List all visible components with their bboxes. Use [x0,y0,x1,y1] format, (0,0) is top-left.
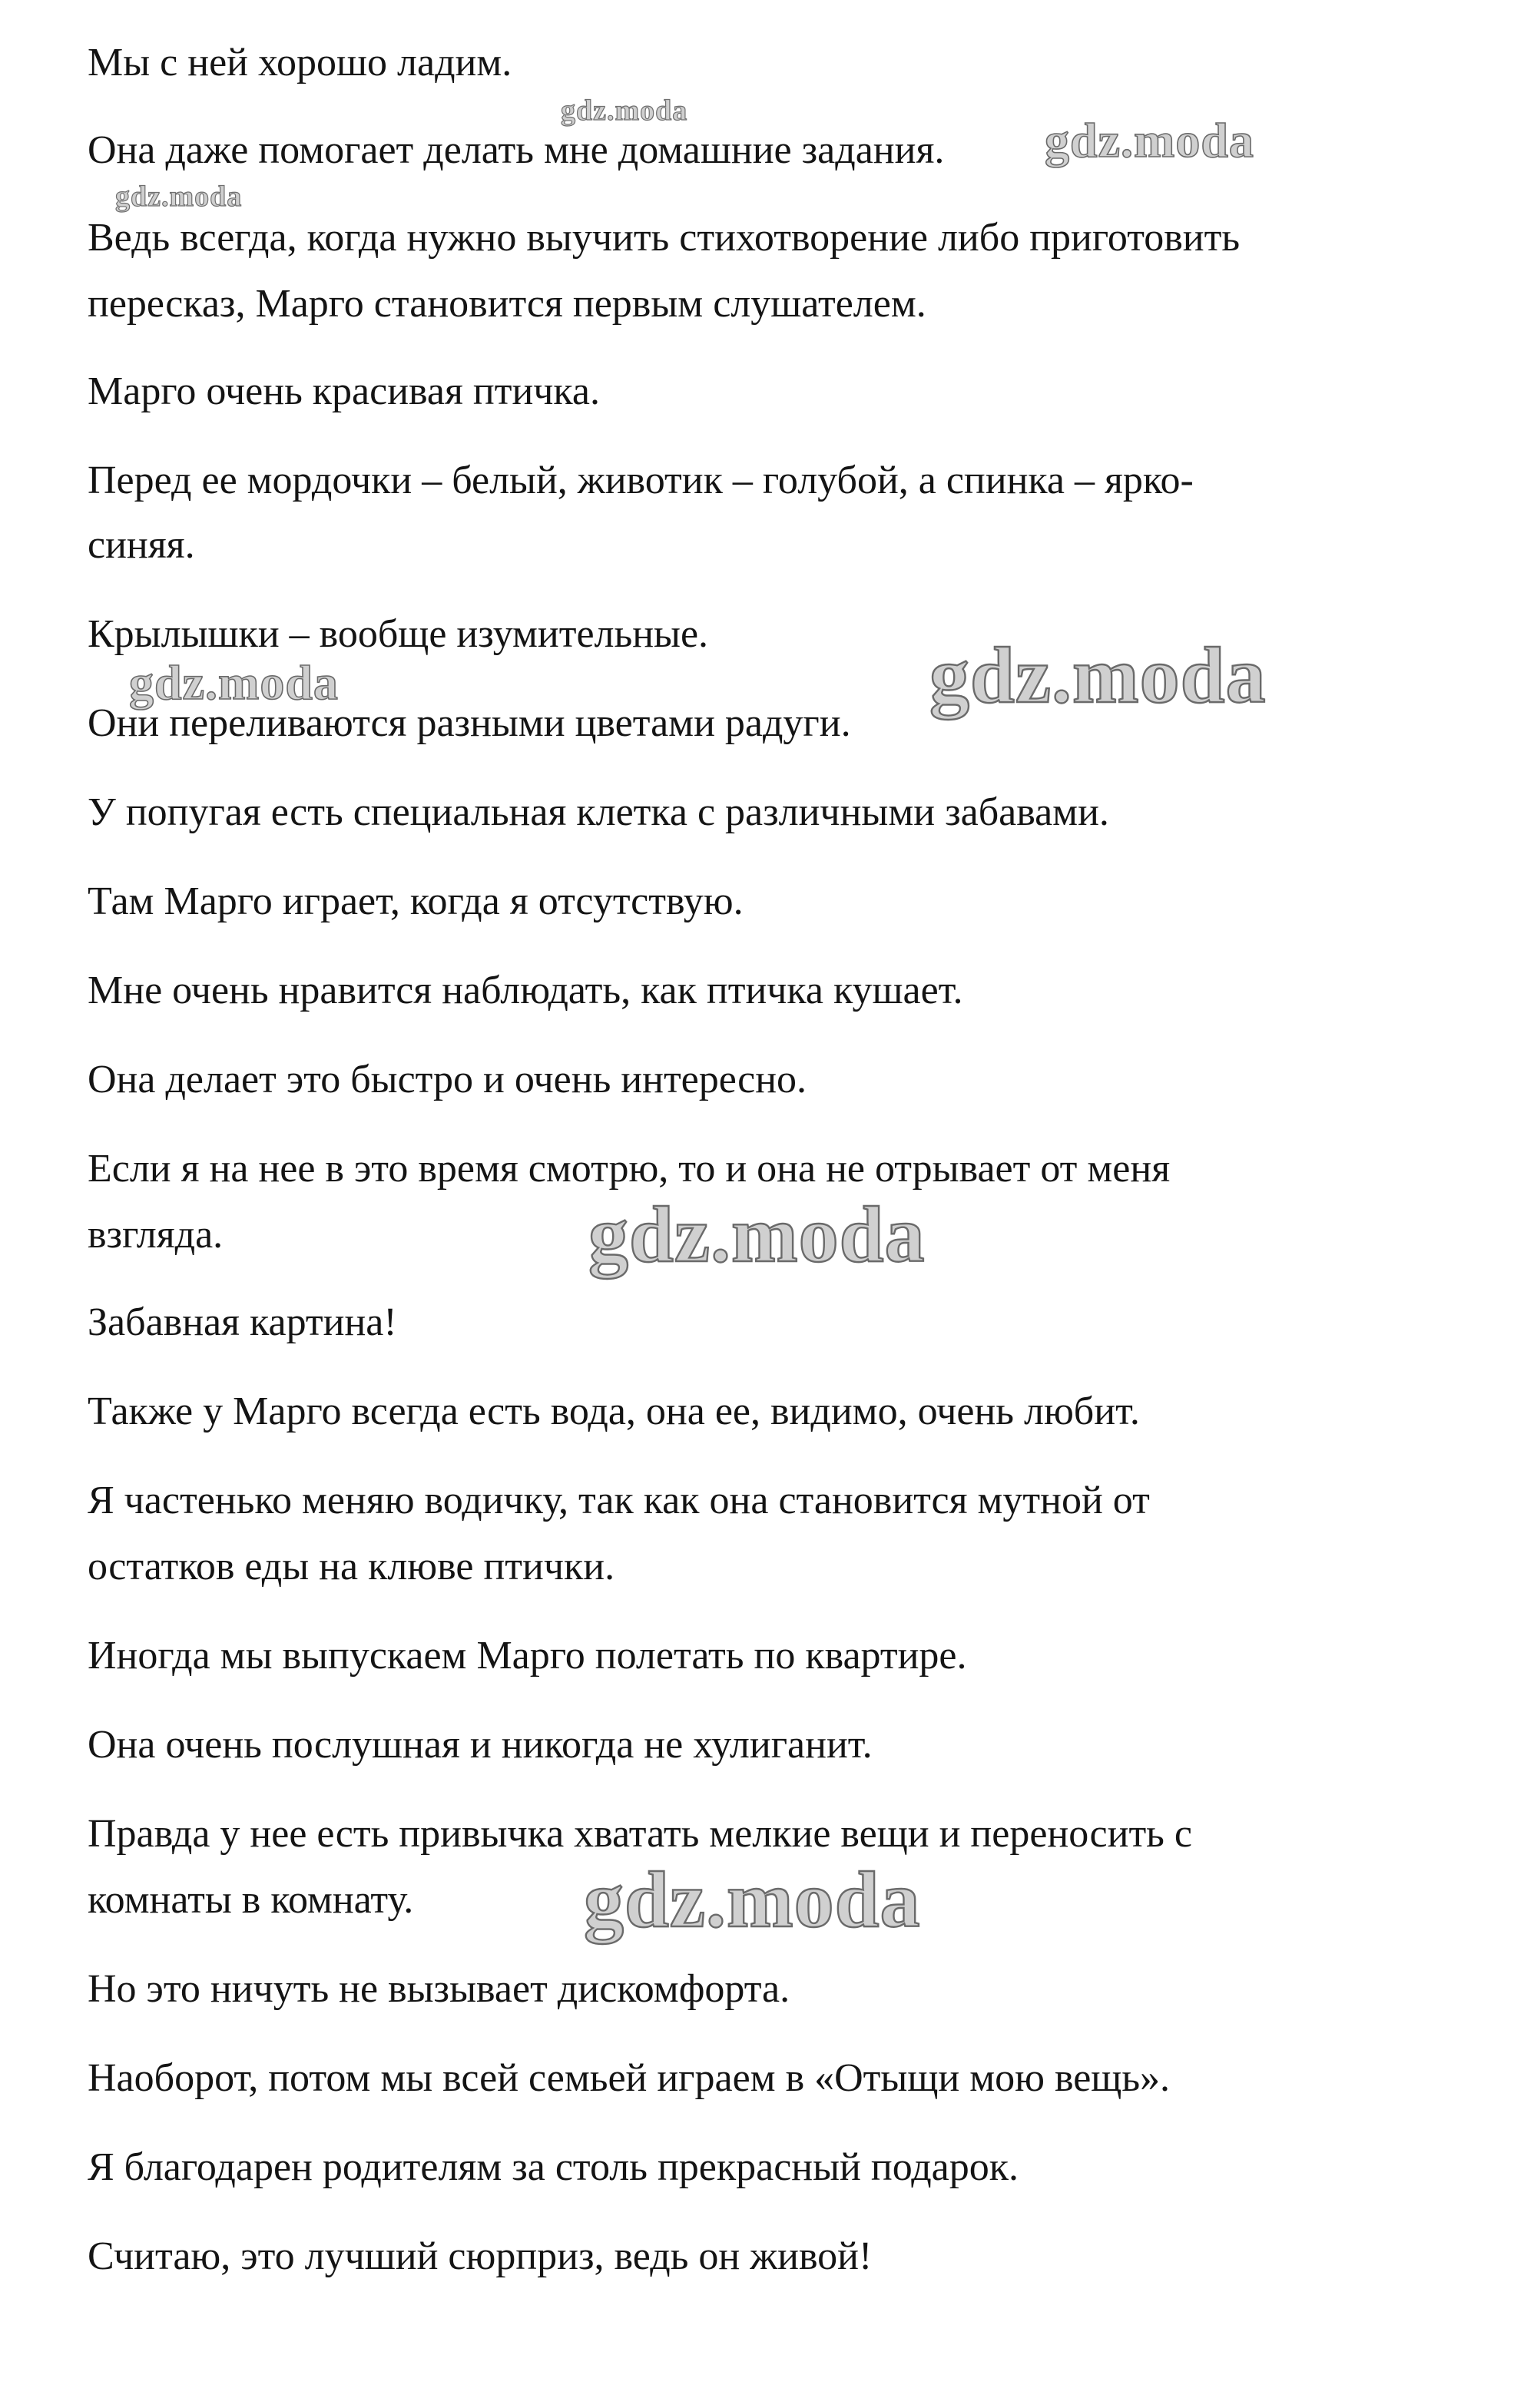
text-line-10: У попугая есть специальная клетка с различными забавами. [88,790,1109,834]
watermark-logo: gdz.moda [561,94,688,127]
text-line-13: Она делает это быстро и очень интересно. [88,1058,807,1101]
watermark-logo: gdz.moda [115,181,243,213]
watermark-logo: gdz.moda [929,631,1267,720]
watermark-logo: gdz.moda [588,1191,926,1279]
text-line-17: Также у Марго всегда есть вода, она ее, видимо, очень любит. [88,1389,1140,1433]
watermark-logo: gdz.moda [1045,113,1254,167]
watermark-logo: gdz.moda [129,655,339,710]
text-line-1: Мы с ней хорошо ладим. [88,41,512,84]
text-line-25: Наоборот, потом мы всей семьей играем в «Отыщи мою вещь». [88,2056,1171,2100]
text-line-7: синяя. [88,523,195,567]
text-line-18: Я частенько меняю водичку, так как она становится мутной от [88,1479,1150,1522]
watermark-logo: gdz.moda [584,1856,921,1944]
text-line-9: Они переливаются разными цветами радуги. [88,701,851,745]
text-line-5: Марго очень красивая птичка. [88,369,600,413]
text-line-27: Считаю, это лучший сюрприз, ведь он живой! [88,2234,873,2278]
text-line-26: Я благодарен родителям за столь прекрасный подарок. [88,2145,1019,2189]
text-line-3: Ведь всегда, когда нужно выучить стихотворение либо приготовить [88,216,1241,260]
text-line-14: Если я на нее в это время смотрю, то и она не отрывает от меня [88,1147,1171,1191]
text-line-6: Перед ее мордочки – белый, животик – голубой, а спинка – ярко- [88,459,1194,502]
text-line-24: Но это ничуть не вызывает дискомфорта. [88,1967,790,2011]
text-line-12: Мне очень нравится наблюдать, как птичка кушает. [88,969,963,1012]
text-line-8: Крылышки – вообще изумительные. [88,612,709,656]
text-line-4: пересказ, Марго становится первым слушателем. [88,282,926,326]
text-line-20: Иногда мы выпускаем Марго полетать по квартире. [88,1634,967,1678]
text-line-16: Забавная картина! [88,1300,397,1344]
text-line-15: взгляда. [88,1213,224,1257]
text-line-21: Она очень послушная и никогда не хулиганит. [88,1723,873,1767]
text-line-22: Правда у нее есть привычка хватать мелкие вещи и переносить с [88,1812,1192,1856]
text-line-11: Там Марго играет, когда я отсутствую. [88,879,744,923]
text-line-23: комнаты в комнату. [88,1878,414,1922]
text-line-2: Она даже помогает делать мне домашние задания. [88,128,945,172]
text-line-19: остатков еды на клюве птички. [88,1545,615,1588]
